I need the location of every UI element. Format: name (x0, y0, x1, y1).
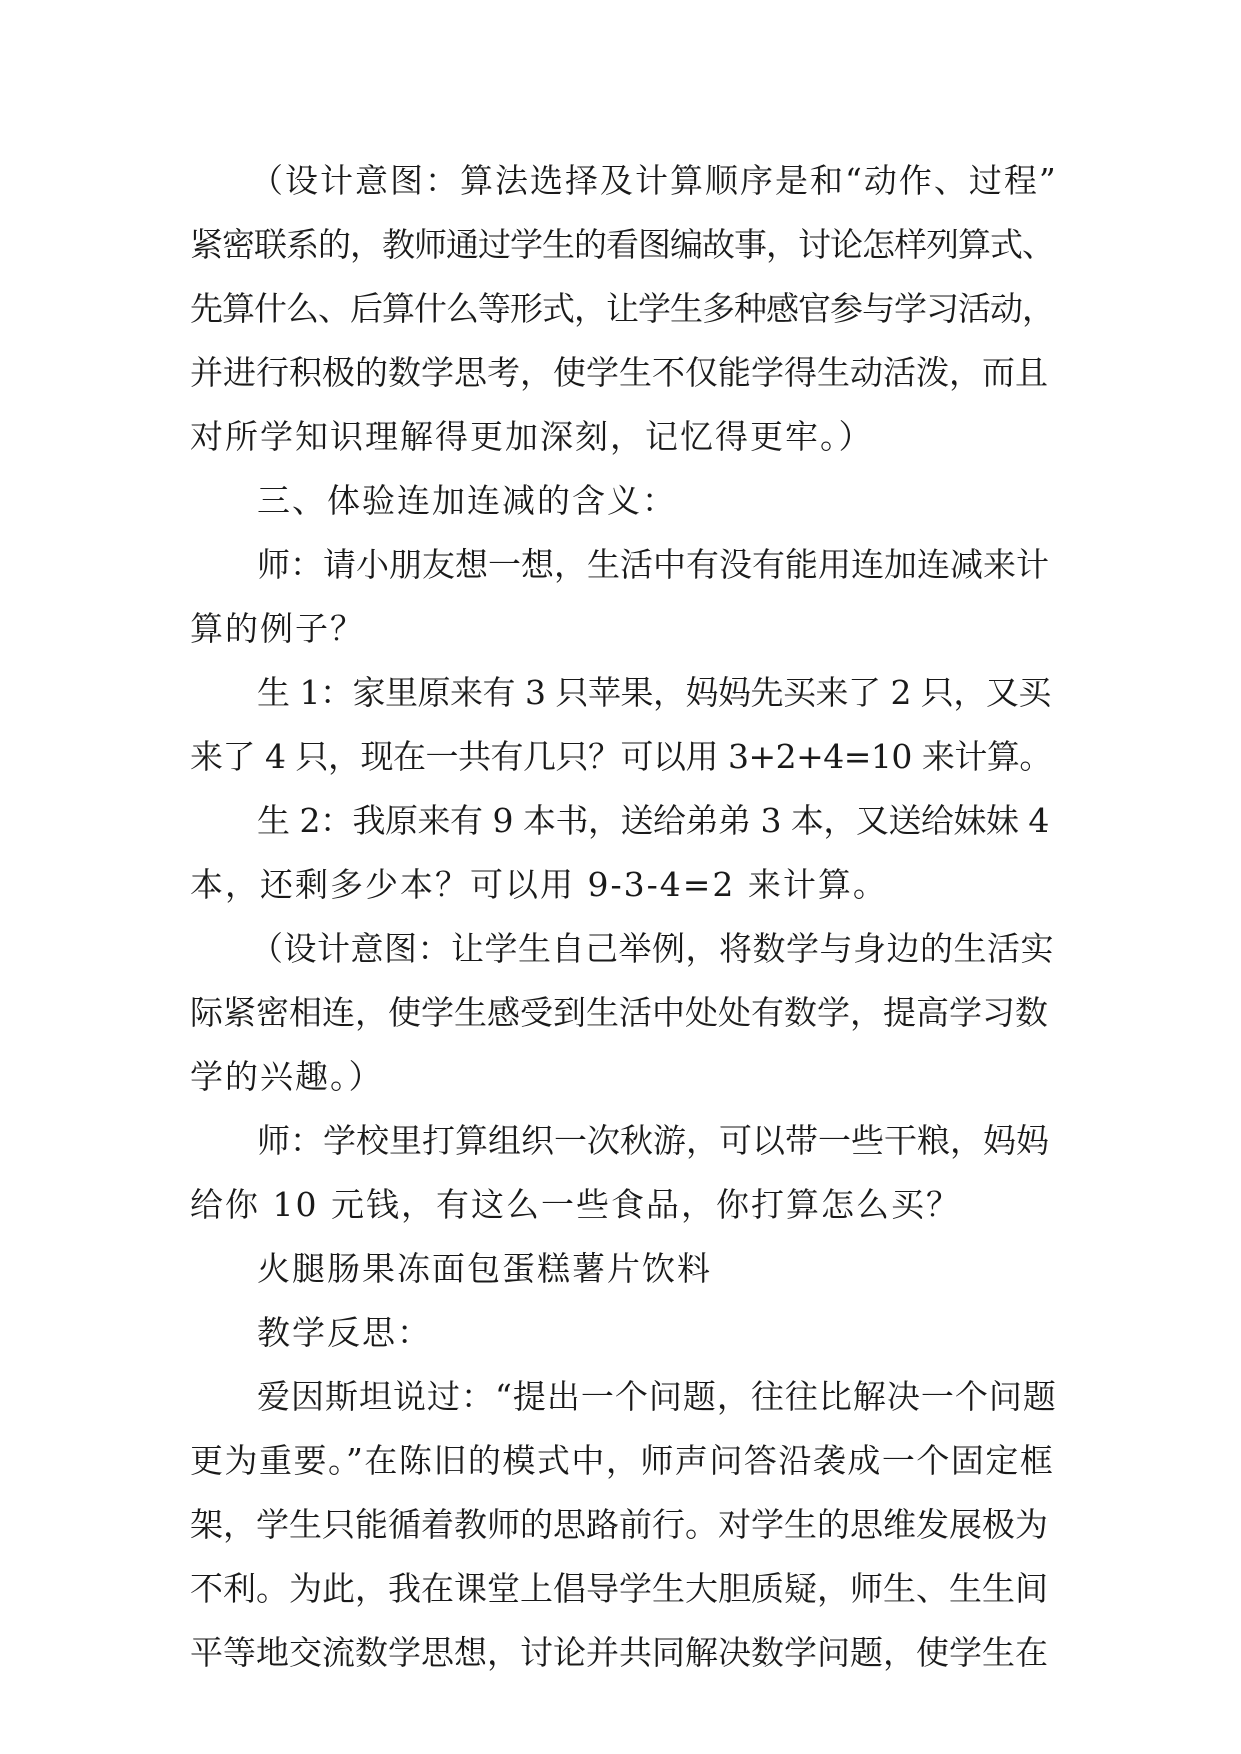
text-line: 师：请小朋友想一想，生活中有没有能用连加连减来计 (257, 545, 1049, 584)
text-line: 平等地交流数学思想，讨论并共同解决数学问题，使学生在 (190, 1633, 1048, 1672)
text-line: 来了 4 只，现在一共有几只？可以用 3+2+4=10 来计算。 (190, 737, 1052, 776)
text-line: 先算什么、后算什么等形式，让学生多种感官参与学习活动， (190, 289, 1054, 328)
text-line: 给你 10 元钱，有这么一些食品，你打算怎么买？ (190, 1185, 961, 1224)
text-line: 更为重要。”在陈旧的模式中，师声问答沿袭成一个固定框 (190, 1441, 1055, 1480)
text-line: 火腿肠果冻面包蛋糕薯片饮料 (257, 1249, 712, 1288)
text-line: 学的兴趣。） (190, 1057, 384, 1096)
section-heading: 三、体验连加连减的含义： (257, 481, 677, 520)
text-line: 不利。为此，我在课堂上倡导学生大胆质疑，师生、生生间 (190, 1569, 1048, 1608)
text-line: 本，还剩多少本？可以用 9-3-4=2 来计算。 (190, 865, 888, 904)
text-line: 生 1：家里原来有 3 只苹果，妈妈先买来了 2 只，又买 (257, 673, 1051, 712)
text-line: 爱因斯坦说过：“提出一个问题，往往比解决一个问题 (257, 1377, 1057, 1416)
text-line: 生 2：我原来有 9 本书，送给弟弟 3 本，又送给妹妹 4 (257, 801, 1049, 840)
text-line: 际紧密相连，使学生感受到生活中处处有数学，提高学习数 (190, 993, 1048, 1032)
text-line: （设计意图：算法选择及计算顺序是和“动作、过程” (250, 161, 1058, 200)
text-line: 紧密联系的，教师通过学生的看图编故事，讨论怎样列算式、 (190, 225, 1054, 264)
text-line: 师：学校里打算组织一次秋游，可以带一些干粮，妈妈 (257, 1121, 1049, 1160)
text-line: 对所学知识理解得更加深刻，记忆得更牢。） (190, 417, 874, 456)
text-line: 算的例子？ (190, 609, 365, 648)
text-line: 架，学生只能循着教师的思路前行。对学生的思维发展极为 (190, 1505, 1048, 1544)
section-heading: 教学反思： (257, 1313, 432, 1352)
text-line: 并进行积极的数学思考，使学生不仅能学得生动活泼，而且 (190, 353, 1048, 392)
text-line: （设计意图：让学生自己举例，将数学与身边的生活实 (250, 929, 1054, 968)
